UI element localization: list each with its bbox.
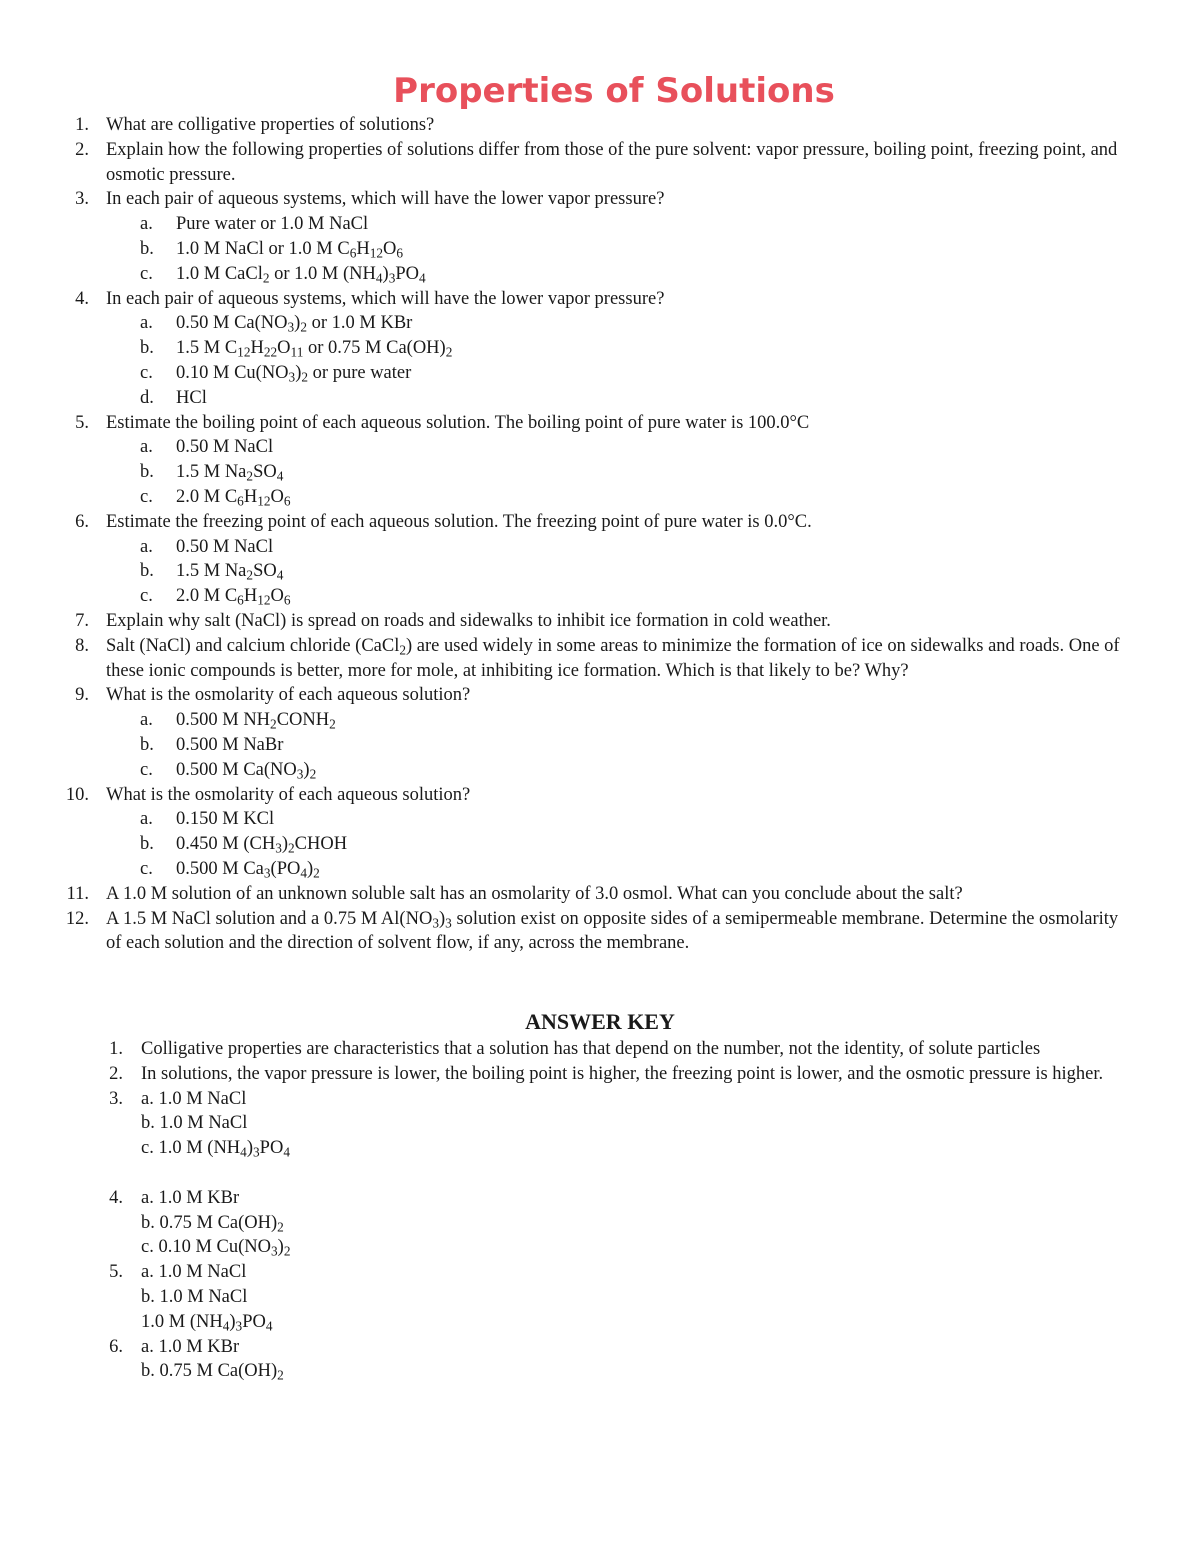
answer-line: In solutions, the vapor pressure is lower, the boiling point is higher, the freezing point is lower, and the osmotic pressure is higher.	[141, 1063, 1104, 1084]
page-title: Properties of Solutions	[393, 71, 835, 111]
question-item	[0, 683, 1200, 708]
sub-question-text: 0.500 M $Ca_3(PO_4)_2$	[176, 858, 320, 881]
sub-question-letter: a.	[140, 437, 153, 458]
sub-question-letter: a.	[140, 214, 153, 235]
sub-question-text: 0.50 M NaCl	[176, 437, 274, 458]
sub-question-text: 0.50 M NaCl	[176, 536, 274, 557]
question-item	[0, 609, 1200, 634]
question-item	[0, 510, 1200, 535]
question-text: A 1.5 M NaCl solution and a 0.75 M $Al(NO_3)_3$ solution exist on opposite sides of a semipermeable membrane. Determine the osmolarity of each solution and the direction of solvent flow, if any, across the membrane.	[106, 908, 1119, 954]
question-text: Estimate the boiling point of each aqueous solution. The boiling point of pure water is 100.0°C	[106, 412, 810, 433]
question-number: 12.	[65, 908, 89, 929]
sub-question-item	[0, 733, 1200, 758]
answer-number: 5.	[109, 1262, 123, 1283]
spacer	[0, 1161, 1200, 1186]
sub-question-item	[0, 435, 1200, 460]
question-number: 6.	[75, 511, 89, 532]
question-text: What is the osmolarity of each aqueous solution?	[106, 784, 471, 805]
answer-number: 2.	[109, 1063, 123, 1084]
sub-question-text: 1.5 M $Na_2SO_4$	[176, 561, 284, 583]
question-number: 10.	[65, 784, 89, 805]
answer-line: 1.0 M $(NH_4)_3PO_4$	[141, 1311, 273, 1334]
answer-line: a. 1.0 M NaCl	[141, 1088, 247, 1109]
question-text: In each pair of aqueous systems, which will have the lower vapor pressure?	[106, 288, 665, 309]
question-text: Estimate the freezing point of each aqueous solution. The freezing point of pure water is 0.0°C.	[106, 511, 812, 532]
question-text: Explain how the following properties of solutions differ from those of the pure solvent: vapor pressure, boiling point, freezing point, and osmotic pressure.	[106, 139, 1118, 185]
question-number: 4.	[75, 288, 89, 309]
question-number: 2.	[75, 139, 89, 160]
answer-item	[0, 1186, 1200, 1260]
sub-question-item	[0, 386, 1200, 411]
sub-question-letter: c.	[140, 759, 153, 780]
sub-question-letter: b.	[140, 834, 154, 855]
sub-question-text: 1.0 M CaCl$_2$ or 1.0 M $(NH_4)_3PO_4$	[176, 263, 426, 286]
sub-question-text: 1.5 M $C_{12}H_{22}O_{11}$ or 0.75 M $Ca(OH)_2$	[176, 338, 453, 360]
sub-question-item	[0, 708, 1200, 733]
question-text: In each pair of aqueous systems, which will have the lower vapor pressure?	[106, 189, 665, 210]
sub-question-letter: c.	[140, 263, 153, 284]
answer-line: c. 0.10 M $Cu(NO_3)_2$	[141, 1237, 291, 1259]
answer-line: a. 1.0 M KBr	[141, 1187, 240, 1208]
question-item	[0, 113, 1200, 138]
sub-question-letter: b.	[140, 734, 154, 755]
question-text: Salt (NaCl) and calcium chloride (CaCl$_2$) are used widely in some areas to minimize the formation of ice on sidewalks and roads. One of these ionic compounds is better, more for mole, at inhibiting ice formation. Which is that likely to be? Why?	[106, 635, 1120, 681]
sub-question-letter: a.	[140, 809, 153, 830]
sub-question-item	[0, 832, 1200, 857]
sub-question-item	[0, 460, 1200, 485]
answer-line: a. 1.0 M KBr	[141, 1336, 240, 1357]
sub-question-text: 1.5 M $Na_2SO_4$	[176, 462, 284, 484]
sub-question-text: 0.150 M KCl	[176, 809, 275, 830]
answer-list	[0, 1037, 1200, 1384]
question-number: 5.	[75, 412, 89, 433]
sub-question-letter: c.	[140, 858, 153, 879]
sub-question-item	[0, 485, 1200, 510]
sub-question-text: 0.500 M NaBr	[176, 734, 284, 755]
question-number: 3.	[75, 189, 89, 210]
question-number: 7.	[75, 610, 89, 631]
answer-line: Colligative properties are characteristics that a solution has that depend on the number, not the identity, of solute particles	[141, 1039, 1041, 1059]
sub-question-text: 0.450 M $(CH_3)_2CHOH$	[176, 834, 348, 856]
sub-question-text: 0.50 M $Ca(NO_3)_2$ or 1.0 M KBr	[176, 313, 413, 335]
answer-line: b. 1.0 M NaCl	[141, 1286, 248, 1307]
sub-question-letter: c.	[140, 586, 153, 607]
answer-number: 4.	[109, 1187, 123, 1208]
answer-line: c. 1.0 M $(NH_4)_3PO_4$	[141, 1138, 290, 1160]
answer-number: 3.	[109, 1088, 123, 1109]
sub-question-item	[0, 857, 1200, 882]
answer-line: a. 1.0 M NaCl	[141, 1262, 247, 1283]
sub-question-letter: b.	[140, 338, 154, 359]
sub-question-item	[0, 584, 1200, 609]
answer-line: b. 0.75 M $Ca(OH)_2$	[141, 1212, 284, 1234]
question-item	[0, 907, 1200, 957]
question-item	[0, 783, 1200, 808]
answer-number: 1.	[109, 1039, 123, 1059]
sub-question-item	[0, 535, 1200, 560]
answer-line: b. 0.75 M $Ca(OH)_2$	[141, 1361, 284, 1383]
sub-question-letter: a.	[140, 313, 153, 334]
sub-question-letter: b.	[140, 462, 154, 483]
sub-question-letter: c.	[140, 362, 153, 383]
sub-question-letter: d.	[140, 387, 154, 408]
answer-item	[0, 1260, 1200, 1334]
question-number: 11.	[66, 883, 89, 904]
sub-question-text: 1.0 M NaCl or 1.0 M $C_6H_{12}O_6$	[176, 238, 404, 261]
sub-question-item	[0, 758, 1200, 783]
sub-question-letter: a.	[140, 536, 153, 557]
question-text: What are colligative properties of solutions?	[106, 115, 435, 135]
sub-question-text: 2.0 M $C_6H_{12}O_6$	[176, 486, 291, 509]
question-text: Explain why salt (NaCl) is spread on roads and sidewalks to inhibit ice formation in cold weather.	[106, 610, 831, 631]
sub-question-item	[0, 262, 1200, 287]
sub-question-letter: b.	[140, 238, 154, 259]
sub-question-item	[0, 807, 1200, 832]
question-number: 1.	[75, 115, 89, 135]
question-number: 8.	[75, 635, 89, 656]
question-item	[0, 882, 1200, 907]
answer-line: b. 1.0 M NaCl	[141, 1113, 248, 1134]
question-item	[0, 138, 1200, 188]
question-item	[0, 634, 1200, 684]
question-item	[0, 287, 1200, 312]
sub-question-item	[0, 361, 1200, 386]
sub-question-text: 0.500 M $NH_2CONH_2$	[176, 710, 336, 732]
sub-question-text: HCl	[176, 387, 207, 408]
sub-question-letter: a.	[140, 710, 153, 731]
sub-question-text: 0.500 M $Ca(NO_3)_2$	[176, 759, 317, 782]
answer-item	[0, 1335, 1200, 1385]
sub-question-item	[0, 311, 1200, 336]
question-list	[0, 113, 1200, 956]
answer-item	[0, 1037, 1200, 1062]
question-text: A 1.0 M solution of an unknown soluble salt has an osmolarity of 3.0 osmol. What can you conclude about the salt?	[106, 883, 963, 904]
sub-question-item	[0, 237, 1200, 262]
sub-question-text: 0.10 M $Cu(NO_3)_2$ or pure water	[176, 362, 412, 385]
sub-question-item	[0, 336, 1200, 361]
question-text: What is the osmolarity of each aqueous solution?	[106, 685, 471, 706]
sub-question-letter: c.	[140, 486, 153, 507]
answer-key-heading: ANSWER KEY	[525, 1009, 675, 1034]
answer-number: 6.	[109, 1336, 123, 1357]
sub-question-text: Pure water or 1.0 M NaCl	[176, 214, 369, 235]
sub-question-item	[0, 559, 1200, 584]
answer-item	[0, 1087, 1200, 1161]
question-item	[0, 411, 1200, 436]
question-item	[0, 187, 1200, 212]
sub-question-text: 2.0 M $C_6H_{12}O_6$	[176, 586, 291, 608]
answer-item	[0, 1062, 1200, 1087]
sub-question-item	[0, 212, 1200, 237]
sub-question-letter: b.	[140, 561, 154, 582]
question-number: 9.	[75, 685, 89, 706]
